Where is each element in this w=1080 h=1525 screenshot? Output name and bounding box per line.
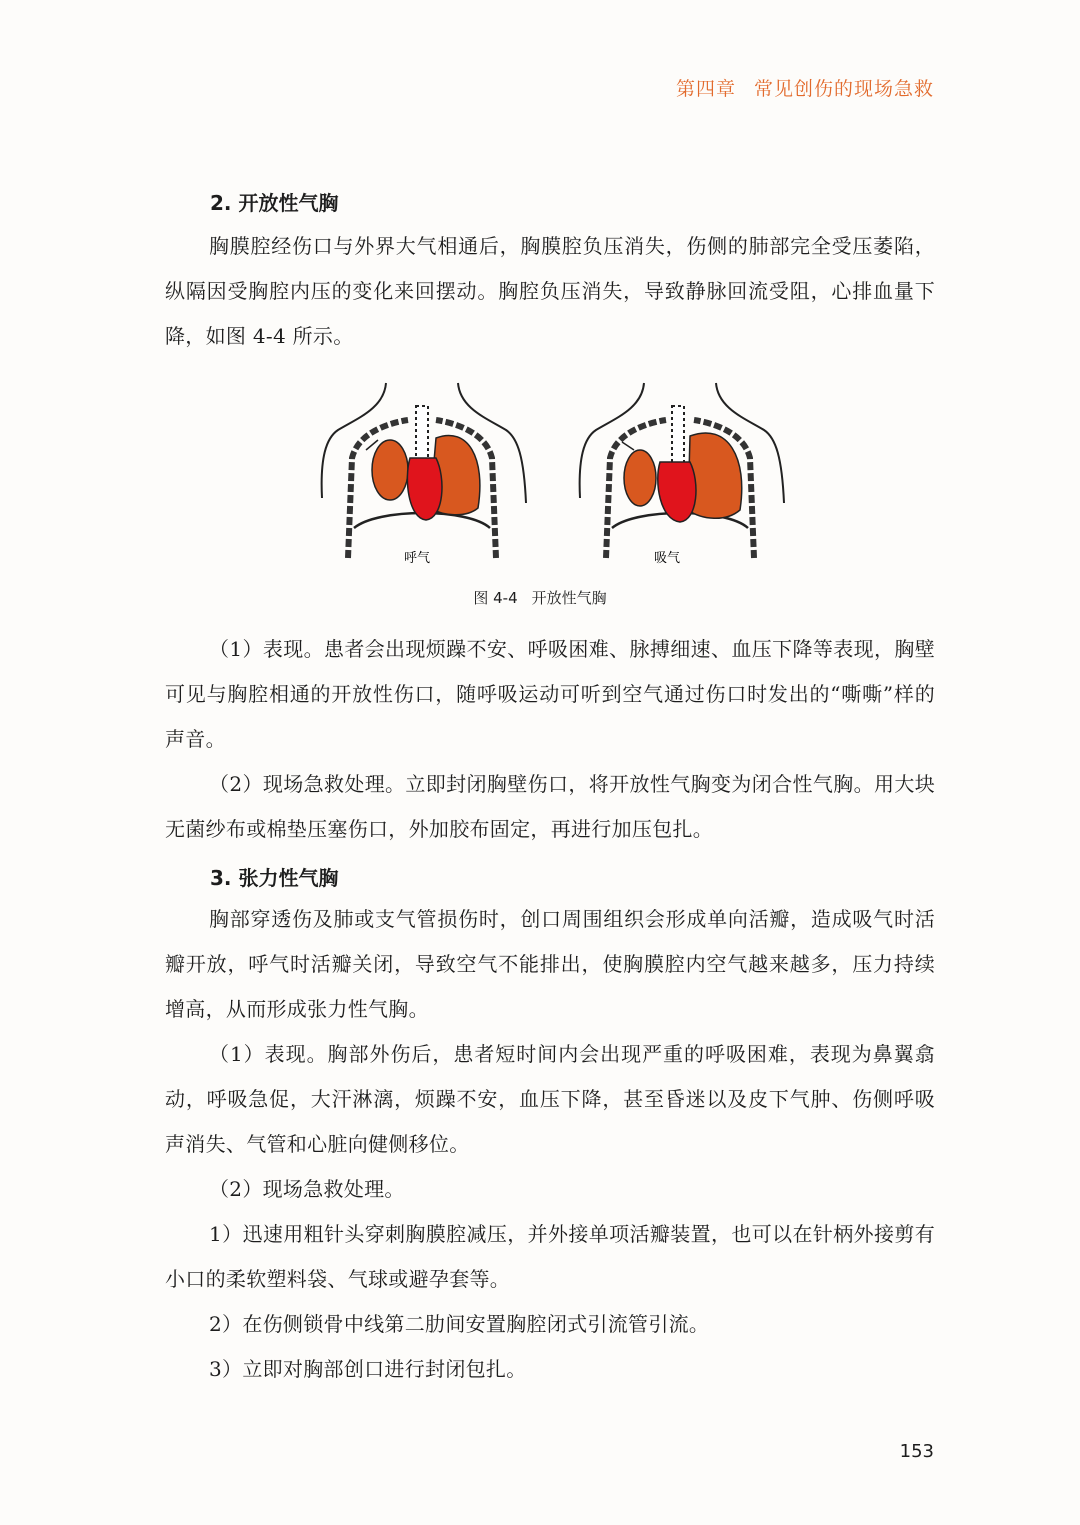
label-inhale: 吸气 — [654, 551, 681, 566]
torso-exhale — [322, 383, 526, 566]
paragraph: （1）表现。患者会出现烦躁不安、呼吸困难、脉搏细速、血压下降等表现，胸壁可见与胸腔相通的开放性伤口，随呼吸运动可听到空气通过伤口时发出的“嘶嘶”样的声音。 — [165, 637, 935, 751]
section-heading-tension-pneumothorax: 3. 张力性气胸 — [210, 866, 339, 890]
figure-open-pneumothorax — [318, 378, 788, 568]
paragraph: （1）表现。胸部外伤后，患者短时间内会出现严重的呼吸困难，表现为鼻翼翕动，呼吸急促，大汗淋漓，烦躁不安，血压下降，甚至昏迷以及皮下气肿、伤侧呼吸声消失、气管和心脏向健侧移位。 — [165, 1042, 935, 1156]
paragraph: 1）迅速用粗针头穿刺胸膜腔减压，并外接单项活瓣装置，也可以在针柄外接剪有小口的柔软塑料袋、气球或避孕套等。 — [165, 1222, 935, 1291]
paragraph: （2）现场急救处理。立即封闭胸壁伤口，将开放性气胸变为闭合性气胸。用大块无菌纱布或棉垫压塞伤口，外加胶布固定，再进行加压包扎。 — [165, 772, 935, 841]
paragraph: 胸膜腔经伤口与外界大气相通后，胸膜腔负压消失，伤侧的肺部完全受压萎陷，纵隔因受胸腔内压的变化来回摆动。胸腔负压消失，导致静脉回流受阻，心排血量下降，如图 4-4 所示。 — [165, 234, 935, 348]
figure-caption — [0, 587, 1080, 608]
section-heading-open-pneumothorax: 2. 开放性气胸 — [210, 191, 339, 215]
page-number: 153 — [899, 1441, 934, 1462]
paragraph: 胸部穿透伤及肺或支气管损伤时，创口周围组织会形成单向活瓣，造成吸气时活瓣开放，呼气时活瓣关闭，导致空气不能排出，使胸膜腔内空气越来越多，压力持续增高，从而形成张力性气胸。 — [165, 907, 935, 1021]
paragraph: 3）立即对胸部创口进行封闭包扎。 — [209, 1357, 527, 1381]
figure-number: 图 4-4 — [473, 589, 518, 607]
chest-illustration — [318, 378, 788, 568]
chapter-title: 常见创伤的现场急救 — [753, 78, 934, 100]
torso-inhale — [580, 383, 784, 566]
running-head — [676, 74, 934, 101]
figure-title: 开放性气胸 — [531, 589, 607, 607]
paragraph: 2）在伤侧锁骨中线第二肋间安置胸腔闭式引流管引流。 — [209, 1312, 710, 1336]
label-exhale: 呼气 — [404, 551, 431, 566]
chapter-label: 第四章 — [675, 78, 736, 100]
paragraph: （2）现场急救处理。 — [209, 1177, 405, 1201]
